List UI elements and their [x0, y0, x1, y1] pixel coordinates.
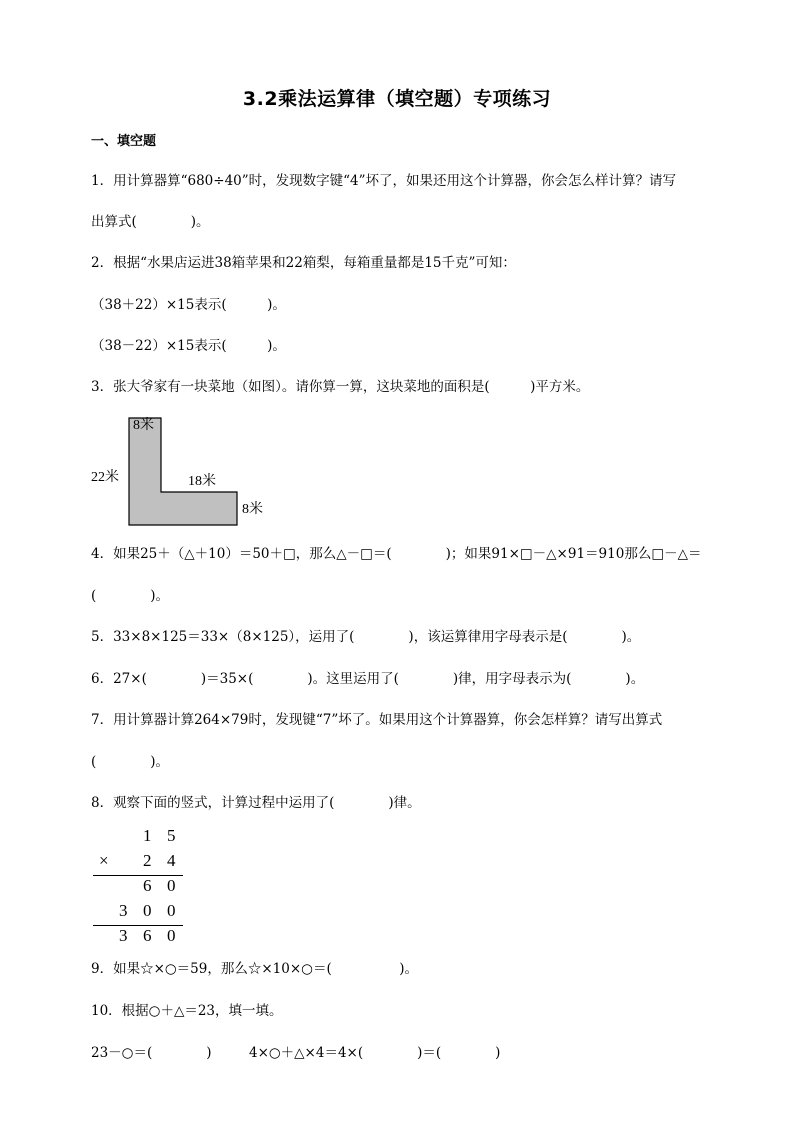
- vm-result-digit-3: 0: [167, 926, 176, 945]
- question-2-line-2: （38＋22）×15表示( )。: [91, 297, 286, 313]
- question-4-line-1: 4．如果25＋（△＋10）＝50＋□，那么△－□＝( )；如果91×□－△×91＝910那么□－△＝: [91, 546, 702, 562]
- vm-partial2-digit-1: 3: [119, 901, 128, 920]
- vm-partial2-digit-3: 0: [167, 901, 176, 920]
- question-10-line-1: 10．根据○＋△＝23，填一填。: [91, 1003, 283, 1019]
- vm-partial1-digit-1: 6: [143, 876, 152, 895]
- vm-row1-digit-2: 5: [167, 826, 176, 845]
- question-1-line-1: 1．用计算器算“680÷40”时，发现数字键“4”坏了，如果还用这个计算器，你会怎么样计算？请写: [91, 173, 677, 189]
- question-10-part-a: 23－○＝( ): [91, 1045, 212, 1061]
- vm-row1-digit-1: 1: [143, 826, 152, 845]
- question-4-line-2: ( )。: [91, 588, 170, 604]
- question-7-line-2: ( )。: [91, 754, 170, 770]
- question-3: 3．张大爷家有一块菜地（如图）。请你算一算，这块菜地的面积是( )平方米。: [91, 379, 590, 395]
- question-7-line-1: 7．用计算器计算264×79时，发现键“7”坏了。如果用这个计算器算，你会怎样算？请写出算式: [91, 712, 663, 728]
- section-heading: 一、填空题: [91, 134, 157, 149]
- label-inner-length: 18米: [188, 474, 216, 489]
- label-height: 22米: [91, 470, 119, 485]
- question-2-line-1: 2．根据“水果店运进38箱苹果和22箱梨，每箱重量都是15千克”可知：: [91, 255, 516, 271]
- vm-partial1-digit-2: 0: [167, 876, 176, 895]
- vertical-multiplication: [91, 822, 201, 952]
- question-9: 9．如果☆×○＝59，那么☆×10×○＝( )。: [91, 961, 418, 977]
- l-shape-polygon: [129, 418, 237, 525]
- vm-result-digit-2: 6: [143, 926, 152, 945]
- question-5: 5．33×8×125＝33×（8×125），运用了( )，该运算律用字母表示是( )。: [91, 629, 641, 645]
- question-8: 8．观察下面的竖式，计算过程中运用了( )律。: [91, 795, 421, 811]
- vm-result-digit-1: 3: [119, 926, 128, 945]
- question-10-part-b: 4×○＋△×4＝4×( )＝( ): [249, 1045, 501, 1061]
- l-shape-figure: [91, 410, 281, 530]
- page-title: 3.2乘法运算律（填空题）专项练习: [242, 88, 552, 110]
- question-1-line-2: 出算式( )。: [91, 214, 210, 230]
- vm-partial2-digit-2: 0: [143, 901, 152, 920]
- vm-row2-digit-2: 4: [167, 851, 176, 870]
- question-2-line-3: （38－22）×15表示( )。: [91, 338, 286, 354]
- label-top-width: 8米: [133, 418, 154, 433]
- question-6: 6．27×( )＝35×( )。这里运用了( )律，用字母表示为( )。: [91, 671, 645, 687]
- label-right-height: 8米: [242, 502, 263, 517]
- vm-times-sign: ×: [99, 851, 109, 870]
- vm-row2-digit-1: 2: [143, 851, 152, 870]
